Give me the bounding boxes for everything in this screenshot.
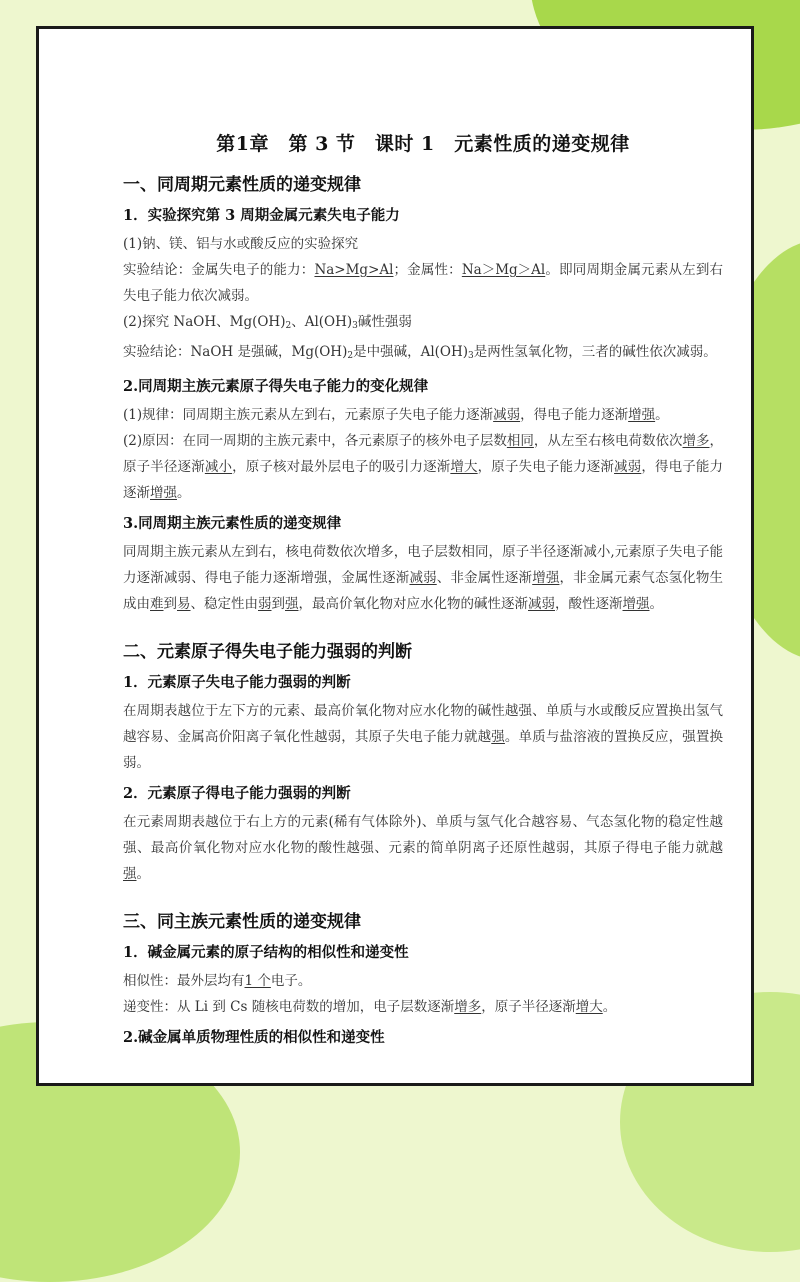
text-run: (2)原因：在同一周期的主族元素中，各元素原子的核外电子层数 [123,433,507,449]
key-answer-text: 增大 [575,999,603,1015]
text-run: ，原子失电子能力逐渐 [477,459,615,475]
subsection-heading: 2．元素原子得电子能力强弱的判断 [123,785,351,802]
key-answer-text: 增强 [622,596,650,612]
paragraph [123,809,723,887]
key-answer-text: 增强 [150,485,177,501]
paragraph [123,698,723,776]
text-run: 。 [655,407,669,423]
text-run: ，原子半径逐渐 [481,999,576,1015]
key-answer-text: Na>Mg>Al [314,262,394,278]
key-answer-text: 强 [285,596,299,612]
key-answer-text: 强 [123,866,137,882]
text-run: 同周期主族元素从左到右，核电荷数依次增多，电子层数相同，原子半径逐渐减小,元素原子失电子能力逐渐减弱、得电子能力逐渐增强，金属性逐渐 [123,544,723,586]
text-run: ，原子核对最外层电子的吸引力逐渐 [232,459,451,475]
key-answer-text: 减弱 [614,459,642,475]
text-run: ，酸性逐渐 [555,596,623,612]
paragraph [123,339,723,369]
text-run: ，非金属元素气态氢化物生成由 [123,570,724,612]
subscript-text: 3 [468,351,474,361]
text-run: 、非金属性逐渐 [436,570,533,586]
key-answer-text: 1 个 [244,973,271,989]
key-answer-text: 增强 [628,407,656,423]
text-run: (1)钠、镁、铝与水或酸反应的实验探究 [123,236,359,252]
paragraph [123,428,723,506]
text-run: ，从左至右核电荷数依次 [533,433,683,449]
text-run: 在元素周期表越位于右上方的元素(稀有气体除外)、单质与氢气化合越容易、气态氢化物的稳定性越强、最高价氧化物对应水化物的酸性越强、元素的简单阴离子还原性越弱，其原子得电子能力就越 [123,814,723,856]
subsection-heading: 1．碱金属元素的原子结构的相似性和递变性 [123,944,409,961]
text-run: 、稳定性由 [190,596,258,612]
text-run: 碱性强弱 [357,314,412,330]
text-run: (2)探究 NaOH、Mg(OH) [123,314,286,330]
text-run: 实验结论：NaOH 是强碱，Mg(OH) [123,344,348,360]
subsection-heading: 1．元素原子失电子能力强弱的判断 [123,674,351,691]
text-run: 实验结论：金属失电子的能力： [123,262,315,278]
text-run: 。 [136,866,150,882]
text-run: 到 [271,596,285,612]
text-run: (1)规律：同周期主族元素从左到右，元素原子失电子能力逐渐 [123,407,494,423]
key-answer-text: 增大 [450,459,478,475]
key-answer-text: 增多 [454,999,482,1015]
subscript-text: 2 [285,321,292,331]
text-run: 相似性：最外层均有 [123,973,245,989]
text-run: 电子。 [270,973,312,989]
text-run: 、Al(OH) [291,314,353,330]
key-answer-text: 弱 [258,596,272,612]
subsection-heading: 3.同周期主族元素性质的递变规律 [123,515,342,532]
key-answer-text: 增多 [682,433,710,449]
subsection-heading: 2.碱金属单质物理性质的相似性和递变性 [123,1029,385,1046]
paragraph [123,257,723,309]
key-answer-text: 增强 [532,570,560,586]
text-run: 递变性：从 Li 到 Cs 随核电荷数的增加，电子层数逐渐 [123,999,455,1015]
subsection-heading: 1．实验探究第 3 周期金属元素失电子能力 [123,207,400,224]
text-run: 。单质与盐溶液的置换反应，强置换弱。 [123,729,724,771]
paragraph [123,231,723,257]
text-run: 到 [163,596,177,612]
key-answer-text: 减小 [204,459,233,475]
paragraph [123,968,723,994]
page-title: 第1章 第 3 节 课时 1 元素性质的递变规律 [216,133,630,155]
text-run: 。 [602,999,617,1015]
subscript-text: 3 [352,321,358,331]
key-answer-text: 强 [491,729,505,745]
paragraph [123,539,723,617]
text-run: 。 [177,485,191,501]
text-run: ，得电子能力逐渐 [123,459,724,501]
section-heading: 三、同主族元素性质的递变规律 [123,912,361,932]
key-answer-text: 难 [150,596,164,612]
text-run: 是中强碱，Al(OH) [353,344,469,360]
text-run: 。 [649,596,663,612]
key-answer-text: Na＞Mg＞Al [461,262,546,278]
key-answer-text: 易 [177,596,191,612]
paragraph [123,402,723,428]
text-run: 。即同周期金属元素从左到右失电子能力依次减弱。 [123,262,724,304]
key-answer-text: 减弱 [493,407,521,423]
text-run: ；金属性： [393,262,462,278]
subsection-heading: 2.同周期主族元素原子得失电子能力的变化规律 [123,378,429,395]
key-answer-text: 减弱 [528,596,555,612]
paragraph [123,994,723,1020]
section-heading: 二、元素原子得失电子能力强弱的判断 [123,642,412,662]
text-run: 是两性氢氧化物，三者的碱性依次减弱。 [473,344,717,360]
key-answer-text: 相同 [506,433,534,449]
document-page [36,26,754,1086]
text-run: 在周期表越位于左下方的元素、最高价氧化物对应水化物的碱性越强、单质与水或酸反应置换出氢气越容易、金属高价阳离子氧化性越弱，其原子失电子能力就越 [123,703,723,745]
key-answer-text: 减弱 [409,570,437,586]
subscript-text: 2 [347,351,354,361]
text-run: ，原子半径逐渐 [123,433,724,475]
text-run: ，最高价氧化物对应水化物的碱性逐渐 [298,596,528,612]
document-content [123,129,723,1053]
section-heading: 一、同周期元素性质的递变规律 [123,175,361,195]
paragraph [123,309,723,339]
text-run: ，得电子能力逐渐 [520,407,629,423]
